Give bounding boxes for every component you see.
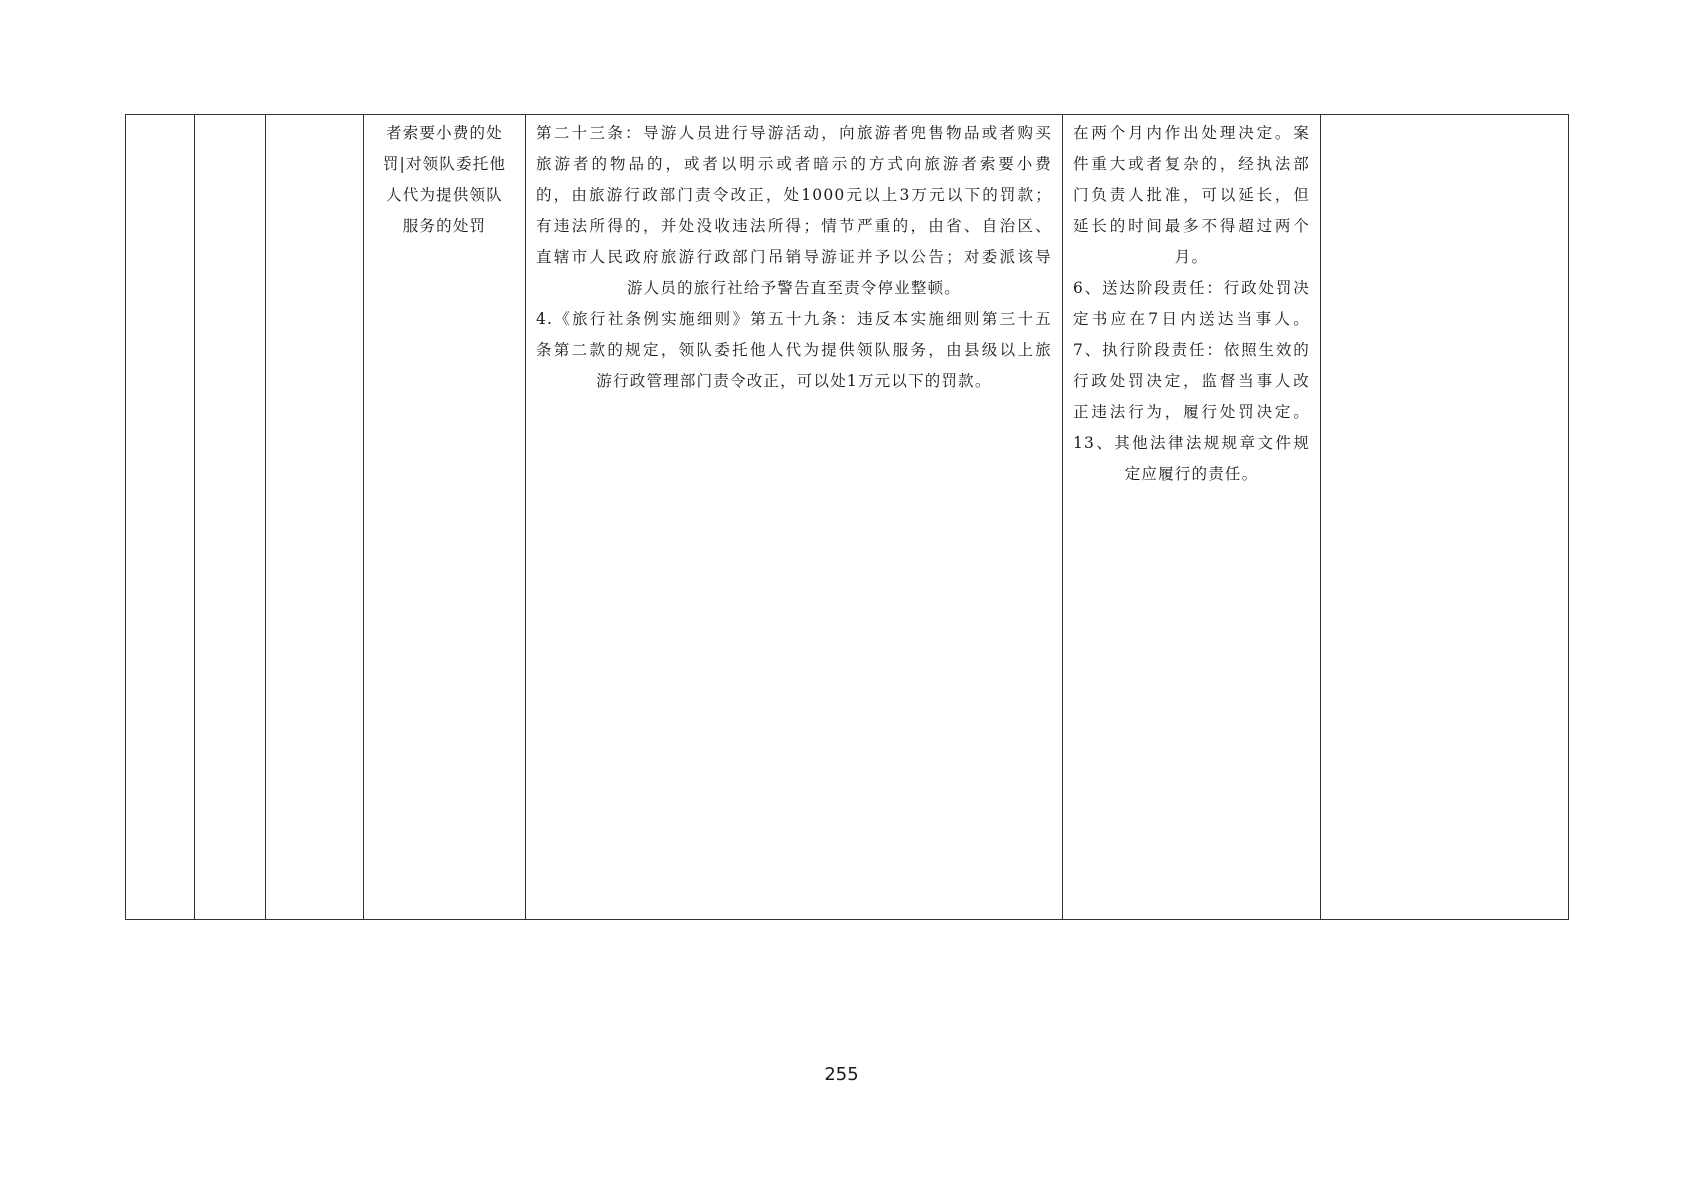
cell-legal-basis (526, 115, 1063, 920)
cell-remarks (1321, 115, 1569, 920)
responsibility-line: 6、送达阶段责任：行政处罚决 (1073, 279, 1310, 297)
cell-code (266, 115, 364, 920)
item-name-line: 人代为提供领队 (386, 186, 503, 204)
content-table (125, 114, 1569, 920)
table-row (126, 115, 1569, 920)
legal-basis-line: 游人员的旅行社给予警告直至责令停业整顿。 (626, 279, 961, 297)
responsibility-line: 延长的时间最多不得超过两个 (1073, 217, 1310, 235)
responsibility-line: 门负责人批准，可以延长，但 (1073, 186, 1310, 204)
cell-category (195, 115, 266, 920)
responsibility-line: 月。 (1174, 248, 1209, 266)
responsibility-line: 定书应在7日内送达当事人。 (1073, 310, 1310, 328)
legal-basis-line: 直辖市人民政府旅游行政部门吊销导游证并予以公告；对委派该导 (536, 248, 1052, 266)
responsibility-line: 13、其他法律法规规章文件规 (1073, 434, 1310, 452)
legal-basis-line: 的，由旅游行政部门责令改正，处1000元以上3万元以下的罚款； (536, 186, 1052, 204)
item-name-line: 罚|对领队委托他 (382, 155, 507, 173)
legal-basis-line: 有违法所得的，并处没收违法所得；情节严重的，由省、自治区、 (536, 217, 1052, 235)
legal-basis-line: 游行政管理部门责令改正，可以处1万元以下的罚款。 (596, 372, 992, 390)
cell-item-name (364, 115, 526, 920)
item-name-line: 者索要小费的处 (386, 124, 503, 142)
page-number: 255 (824, 1064, 859, 1085)
responsibility-line: 正违法行为，履行处罚决定。 (1073, 403, 1310, 421)
responsibility-line: 7、执行阶段责任：依照生效的 (1073, 341, 1310, 359)
cell-responsibility (1063, 115, 1321, 920)
legal-basis-line: 第二十三条：导游人员进行导游活动，向旅游者兜售物品或者购买 (536, 124, 1052, 142)
responsibility-line: 定应履行的责任。 (1124, 465, 1259, 483)
legal-basis-line: 旅游者的物品的，或者以明示或者暗示的方式向旅游者索要小费 (536, 155, 1052, 173)
item-name-line: 服务的处罚 (402, 217, 487, 235)
legal-basis-line: 条第二款的规定，领队委托他人代为提供领队服务，由县级以上旅 (536, 341, 1052, 359)
legal-basis-line: 4.《旅行社条例实施细则》第五十九条：违反本实施细则第三十五 (536, 310, 1052, 328)
responsibility-line: 件重大或者复杂的，经执法部 (1073, 155, 1310, 173)
cell-serial (126, 115, 195, 920)
responsibility-line: 行政处罚决定，监督当事人改 (1073, 372, 1310, 390)
responsibility-line: 在两个月内作出处理决定。案 (1073, 124, 1310, 142)
